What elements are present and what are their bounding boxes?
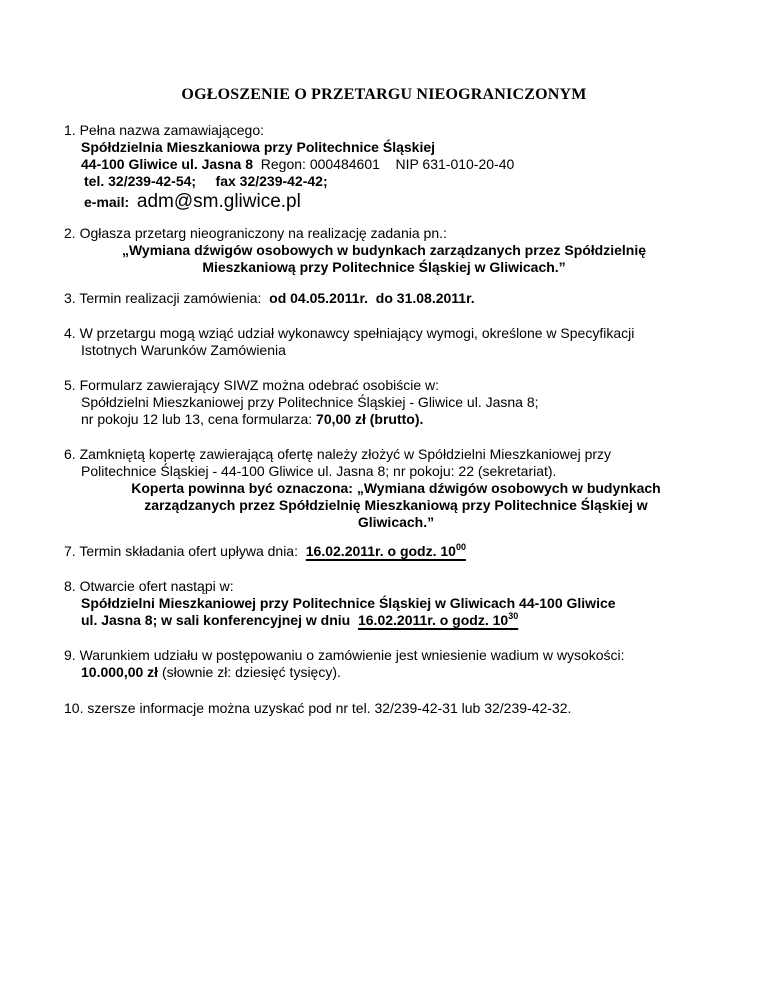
submission-minutes: 00	[455, 542, 466, 552]
opening-location-line-1: Spółdzielni Mieszkaniowej przy Politechnice Śląskiej w Gliwicach 44-100 Gliwice	[81, 595, 616, 611]
section-7-submission-deadline	[64, 543, 466, 559]
opening-location-line-2	[81, 612, 518, 628]
document-title: OGŁOSZENIE O PRZETARGU NIEOGRANICZONYM	[181, 86, 587, 103]
phone: tel. 32/239-42-54;	[84, 173, 197, 189]
section-7-label: 7. Termin składania ofert upływa dnia:	[64, 543, 298, 559]
section-8-label: 8. Otwarcie ofert nastąpi w:	[64, 578, 234, 594]
section-4-line-1: 4. W przetargu mogą wziąć udział wykonawcy spełniający wymogi, określone w Specyfikacji	[64, 325, 635, 341]
contact-email	[84, 191, 301, 213]
opening-date-text: 16.02.2011r. o godz. 10	[357, 612, 509, 628]
section-5-line-3	[81, 411, 423, 427]
regon: Regon: 000484601	[260, 156, 380, 172]
nip: NIP 631-010-20-40	[395, 156, 515, 172]
deposit-amount-words: (słownie zł: dziesięć tysięcy).	[161, 664, 341, 680]
section-10-info: 10. szersze informacje można uzyskać pod nr tel. 32/239-42-31 lub 32/239-42-32.	[64, 700, 572, 716]
opening-location-room: ul. Jasna 8; w sali konferencyjnej w dniu	[81, 612, 351, 628]
form-price: 70,00 zł (brutto).	[316, 411, 424, 427]
opening-minutes: 30	[508, 611, 519, 621]
fax: fax 32/239-42-42;	[215, 173, 328, 189]
section-5-line-1: 5. Formularz zawierający SIWZ można odebrać osobiście w:	[64, 377, 440, 393]
form-price-label: nr pokoju 12 lub 13, cena formularza:	[81, 411, 313, 427]
contact-phones	[84, 173, 328, 189]
section-5-line-2: Spółdzielni Mieszkaniowej przy Politechnice Śląskiej - Gliwice ul. Jasna 8;	[81, 394, 539, 410]
term-to: do 31.08.2011r.	[375, 290, 475, 306]
envelope-marking-line-2: zarządzanych przez Spółdzielnię Mieszkaniową przy Politechnice Śląskiej w	[144, 497, 648, 513]
submission-date-text: 16.02.2011r. o godz. 10	[305, 543, 456, 559]
contracting-authority-name: Spółdzielnia Mieszkaniowa przy Politechnice Śląskiej	[81, 139, 436, 155]
section-4-line-2: Istotnych Warunków Zamówienia	[81, 342, 286, 358]
term-from: od 04.05.2011r.	[269, 290, 369, 306]
section-3-completion-term	[64, 290, 475, 306]
email-link[interactable]: adm@sm.gliwice.pl	[136, 191, 301, 212]
task-name-line-1: „Wymiana dźwigów osobowych w budynkach zarządzanych przez Spółdzielnię	[121, 242, 647, 258]
task-name-line-2: Mieszkaniową przy Politechnice Śląskiej w Gliwicach.”	[202, 259, 566, 275]
address: 44-100 Gliwice ul. Jasna 8	[81, 156, 253, 172]
section-9-line-2	[81, 664, 341, 680]
section-9-line-1: 9. Warunkiem udziału w postępowaniu o zamówienie jest wniesienie wadium w wysokości:	[64, 647, 625, 663]
opening-date	[358, 612, 518, 628]
section-3-label: 3. Termin realizacji zamówienia:	[64, 290, 262, 306]
section-2-label: 2. Ogłasza przetarg nieograniczony na realizację zadania pn.:	[64, 225, 447, 241]
submission-date	[306, 543, 466, 559]
envelope-marking-line-3: Gliwicach.”	[357, 514, 435, 530]
email-label: e-mail:	[84, 194, 130, 210]
section-6-line-2: Politechnice Śląskiej - 44-100 Gliwice ul. Jasna 8; nr pokoju: 22 (sekretariat).	[81, 463, 557, 479]
section-6-line-1: 6. Zamkniętą kopertę zawierającą ofertę należy złożyć w Spółdzielni Mieszkaniowej przy	[64, 446, 612, 462]
deposit-amount: 10.000,00 zł	[81, 664, 159, 680]
section-1-label: 1. Pełna nazwa zamawiającego:	[64, 122, 265, 138]
contracting-authority-identifiers	[81, 156, 514, 172]
envelope-marking-line-1: Koperta powinna być oznaczona: „Wymiana dźwigów osobowych w budynkach	[131, 480, 661, 496]
